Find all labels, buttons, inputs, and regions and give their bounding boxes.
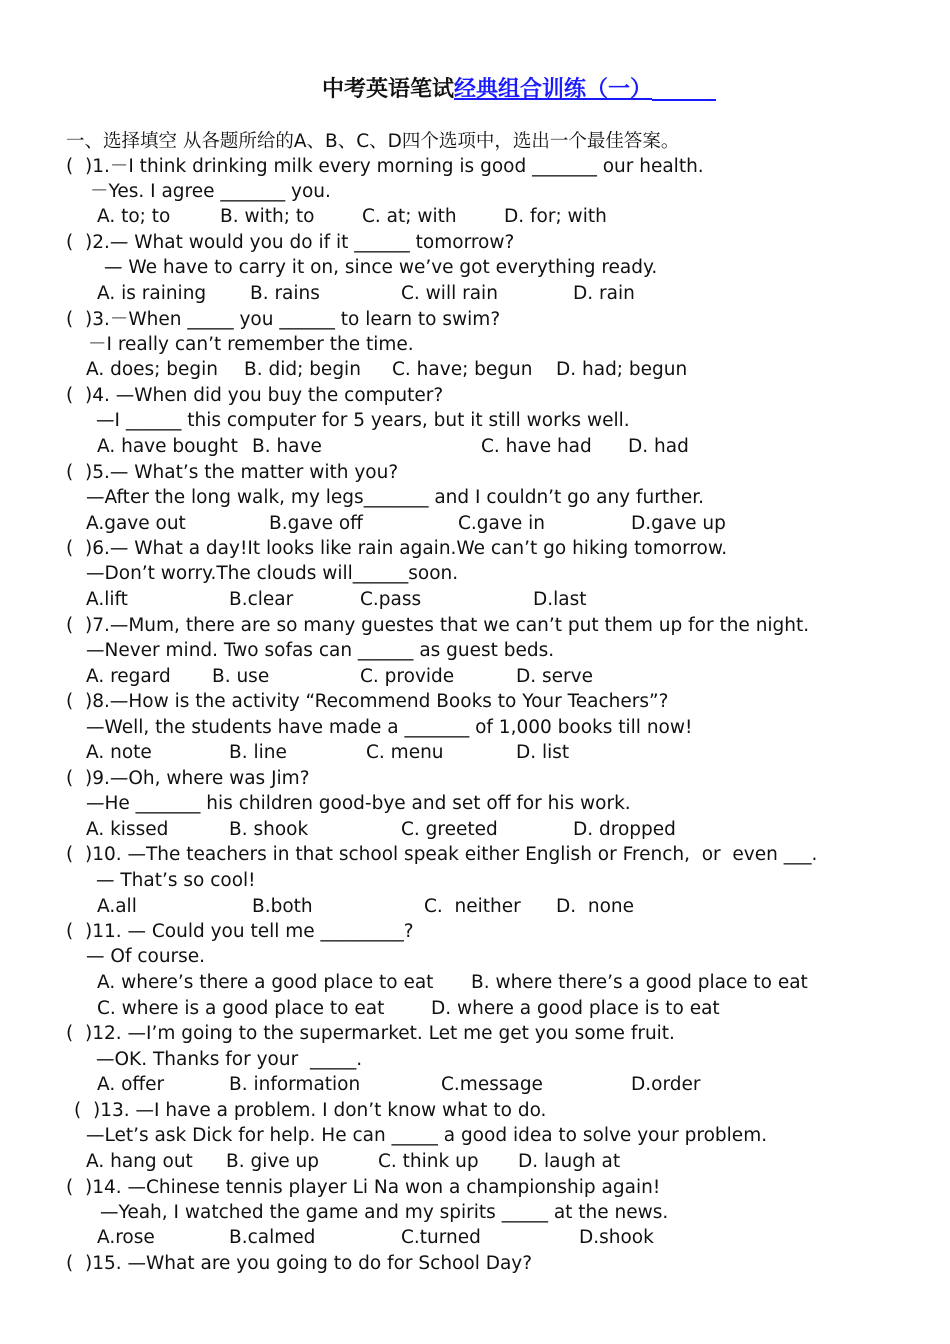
answer-option: C. will rain	[401, 283, 498, 304]
answer-option: A. have bought	[97, 436, 238, 457]
answer-option: B. did; begin	[244, 359, 361, 380]
answer-option: D. serve	[516, 666, 593, 687]
answer-option: B.clear	[229, 589, 294, 610]
answer-option: D. none	[556, 896, 635, 917]
answer-option: A. hang out	[86, 1151, 193, 1172]
answer-option: B. with; to	[220, 206, 315, 227]
question-stem: ( )15. —What are you going to do for School Day?	[66, 1253, 533, 1274]
answer-option: D. list	[516, 742, 570, 763]
question-dialogue-line: —Well, the students have made a _______ of 1,000 books till now!	[86, 717, 693, 738]
answer-option: D. had; begun	[556, 359, 688, 380]
question-stem: ( )13. —I have a problem. I don’t know what to do.	[74, 1100, 547, 1121]
answer-option: B. information	[229, 1074, 361, 1095]
title-part2: 经典组合训练（一）	[454, 77, 653, 102]
question-dialogue-line: —Let’s ask Dick for help. He can _____ a good idea to solve your problem.	[86, 1125, 768, 1146]
answer-option: A. does; begin	[86, 359, 219, 380]
title-part1: 中考英语笔试	[322, 77, 455, 102]
question-stem: ( )2.— What would you do if it ______ tomorrow?	[66, 232, 515, 253]
answer-option: C. menu	[366, 742, 444, 763]
answer-option: A. offer	[97, 1074, 165, 1095]
answer-option: C. provide	[360, 666, 455, 687]
answer-option: B. where there’s a good place to eat	[471, 972, 808, 993]
answer-option: B. line	[229, 742, 287, 763]
question-stem: ( )6.— What a day!It looks like rain again.We can’t go hiking tomorrow.	[66, 538, 728, 559]
question-dialogue-line: —After the long walk, my legs_______ and I couldn’t go any further.	[86, 487, 705, 508]
answer-option: B.calmed	[229, 1227, 316, 1248]
question-stem: ( )7.—Mum, there are so many guestes that we can’t put them up for the night.	[66, 615, 810, 636]
page-title	[322, 72, 716, 103]
answer-option: A.lift	[86, 589, 128, 610]
answer-option: B. have	[252, 436, 322, 457]
answer-option: C. have; begun	[392, 359, 533, 380]
question-stem: ( )5.— What’s the matter with you?	[66, 462, 399, 483]
answer-option: D. had	[628, 436, 689, 457]
answer-option: A. to; to	[97, 206, 171, 227]
question-stem: ( )1.－I think drinking milk every morning is good _______ our health.	[66, 156, 704, 177]
answer-option: D. for; with	[504, 206, 607, 227]
question-stem: ( )11. — Could you tell me _________?	[66, 921, 414, 942]
answer-option: B. rains	[250, 283, 320, 304]
question-stem: ( )14. —Chinese tennis player Li Na won a championship again!	[66, 1177, 661, 1198]
question-stem: ( )10. —The teachers in that school speak either English or French, or even ___.	[66, 844, 818, 865]
answer-option: C.gave in	[458, 513, 545, 534]
question-dialogue-line: —He _______ his children good-bye and set off for his work.	[86, 793, 631, 814]
question-dialogue-line: — We have to carry it on, since we’ve got everything ready.	[104, 257, 658, 278]
answer-option: A.all	[97, 896, 137, 917]
question-dialogue-line: —Don’t worry.The clouds will______soon.	[86, 563, 459, 584]
answer-option: C.pass	[360, 589, 422, 610]
answer-option: C.turned	[401, 1227, 481, 1248]
answer-option: B. shook	[229, 819, 309, 840]
answer-option: A. regard	[86, 666, 171, 687]
question-dialogue-line: －Yes. I agree _______ you.	[90, 181, 331, 202]
answer-option: D. laugh at	[518, 1151, 621, 1172]
answer-option: C.message	[441, 1074, 543, 1095]
answer-option: C. greeted	[401, 819, 498, 840]
answer-option: B.both	[252, 896, 313, 917]
answer-option: D.gave up	[631, 513, 726, 534]
answer-option: D.shook	[579, 1227, 654, 1248]
question-stem: ( )3.－When _____ you ______ to learn to swim?	[66, 309, 501, 330]
question-stem: ( )12. —I’m going to the supermarket. Let me get you some fruit.	[66, 1023, 675, 1044]
answer-option: C. where is a good place to eat	[97, 998, 385, 1019]
question-stem: ( )9.—Oh, where was Jim?	[66, 768, 310, 789]
answer-option: D. dropped	[573, 819, 676, 840]
title-underline	[652, 77, 716, 101]
answer-option: A. note	[86, 742, 152, 763]
answer-option: C. neither	[424, 896, 521, 917]
question-dialogue-line: －I really can’t remember the time.	[88, 334, 414, 355]
answer-option: A. kissed	[86, 819, 169, 840]
answer-option: C. think up	[378, 1151, 479, 1172]
answer-option: A.rose	[97, 1227, 155, 1248]
answer-option: B. use	[212, 666, 270, 687]
instruction: 一、选择填空 从各题所给的A、B、C、D四个选项中，选出一个最佳答案。	[66, 131, 680, 152]
question-dialogue-line: — Of course.	[86, 946, 206, 967]
question-dialogue-line: —Yeah, I watched the game and my spirits _____ at the news.	[100, 1202, 669, 1223]
question-stem: ( )8.—How is the activity “Recommend Books to Your Teachers”?	[66, 691, 669, 712]
answer-option: A. is raining	[97, 283, 207, 304]
answer-option: C. at; with	[362, 206, 457, 227]
answer-option: B.gave off	[269, 513, 363, 534]
answer-option: D.last	[533, 589, 587, 610]
answer-option: A.gave out	[86, 513, 186, 534]
answer-option: D. rain	[573, 283, 635, 304]
answer-option: B. give up	[226, 1151, 320, 1172]
answer-option: C. have had	[481, 436, 592, 457]
question-dialogue-line: —OK. Thanks for your _____.	[96, 1049, 363, 1070]
answer-option: D. where a good place is to eat	[431, 998, 720, 1019]
question-stem: ( )4. —When did you buy the computer?	[66, 385, 444, 406]
answer-option: D.order	[631, 1074, 701, 1095]
question-dialogue-line: — That’s so cool!	[96, 870, 256, 891]
question-dialogue-line: —Never mind. Two sofas can ______ as guest beds.	[86, 640, 555, 661]
question-dialogue-line: —I ______ this computer for 5 years, but it still works well.	[96, 410, 630, 431]
answer-option: A. where’s there a good place to eat	[97, 972, 434, 993]
